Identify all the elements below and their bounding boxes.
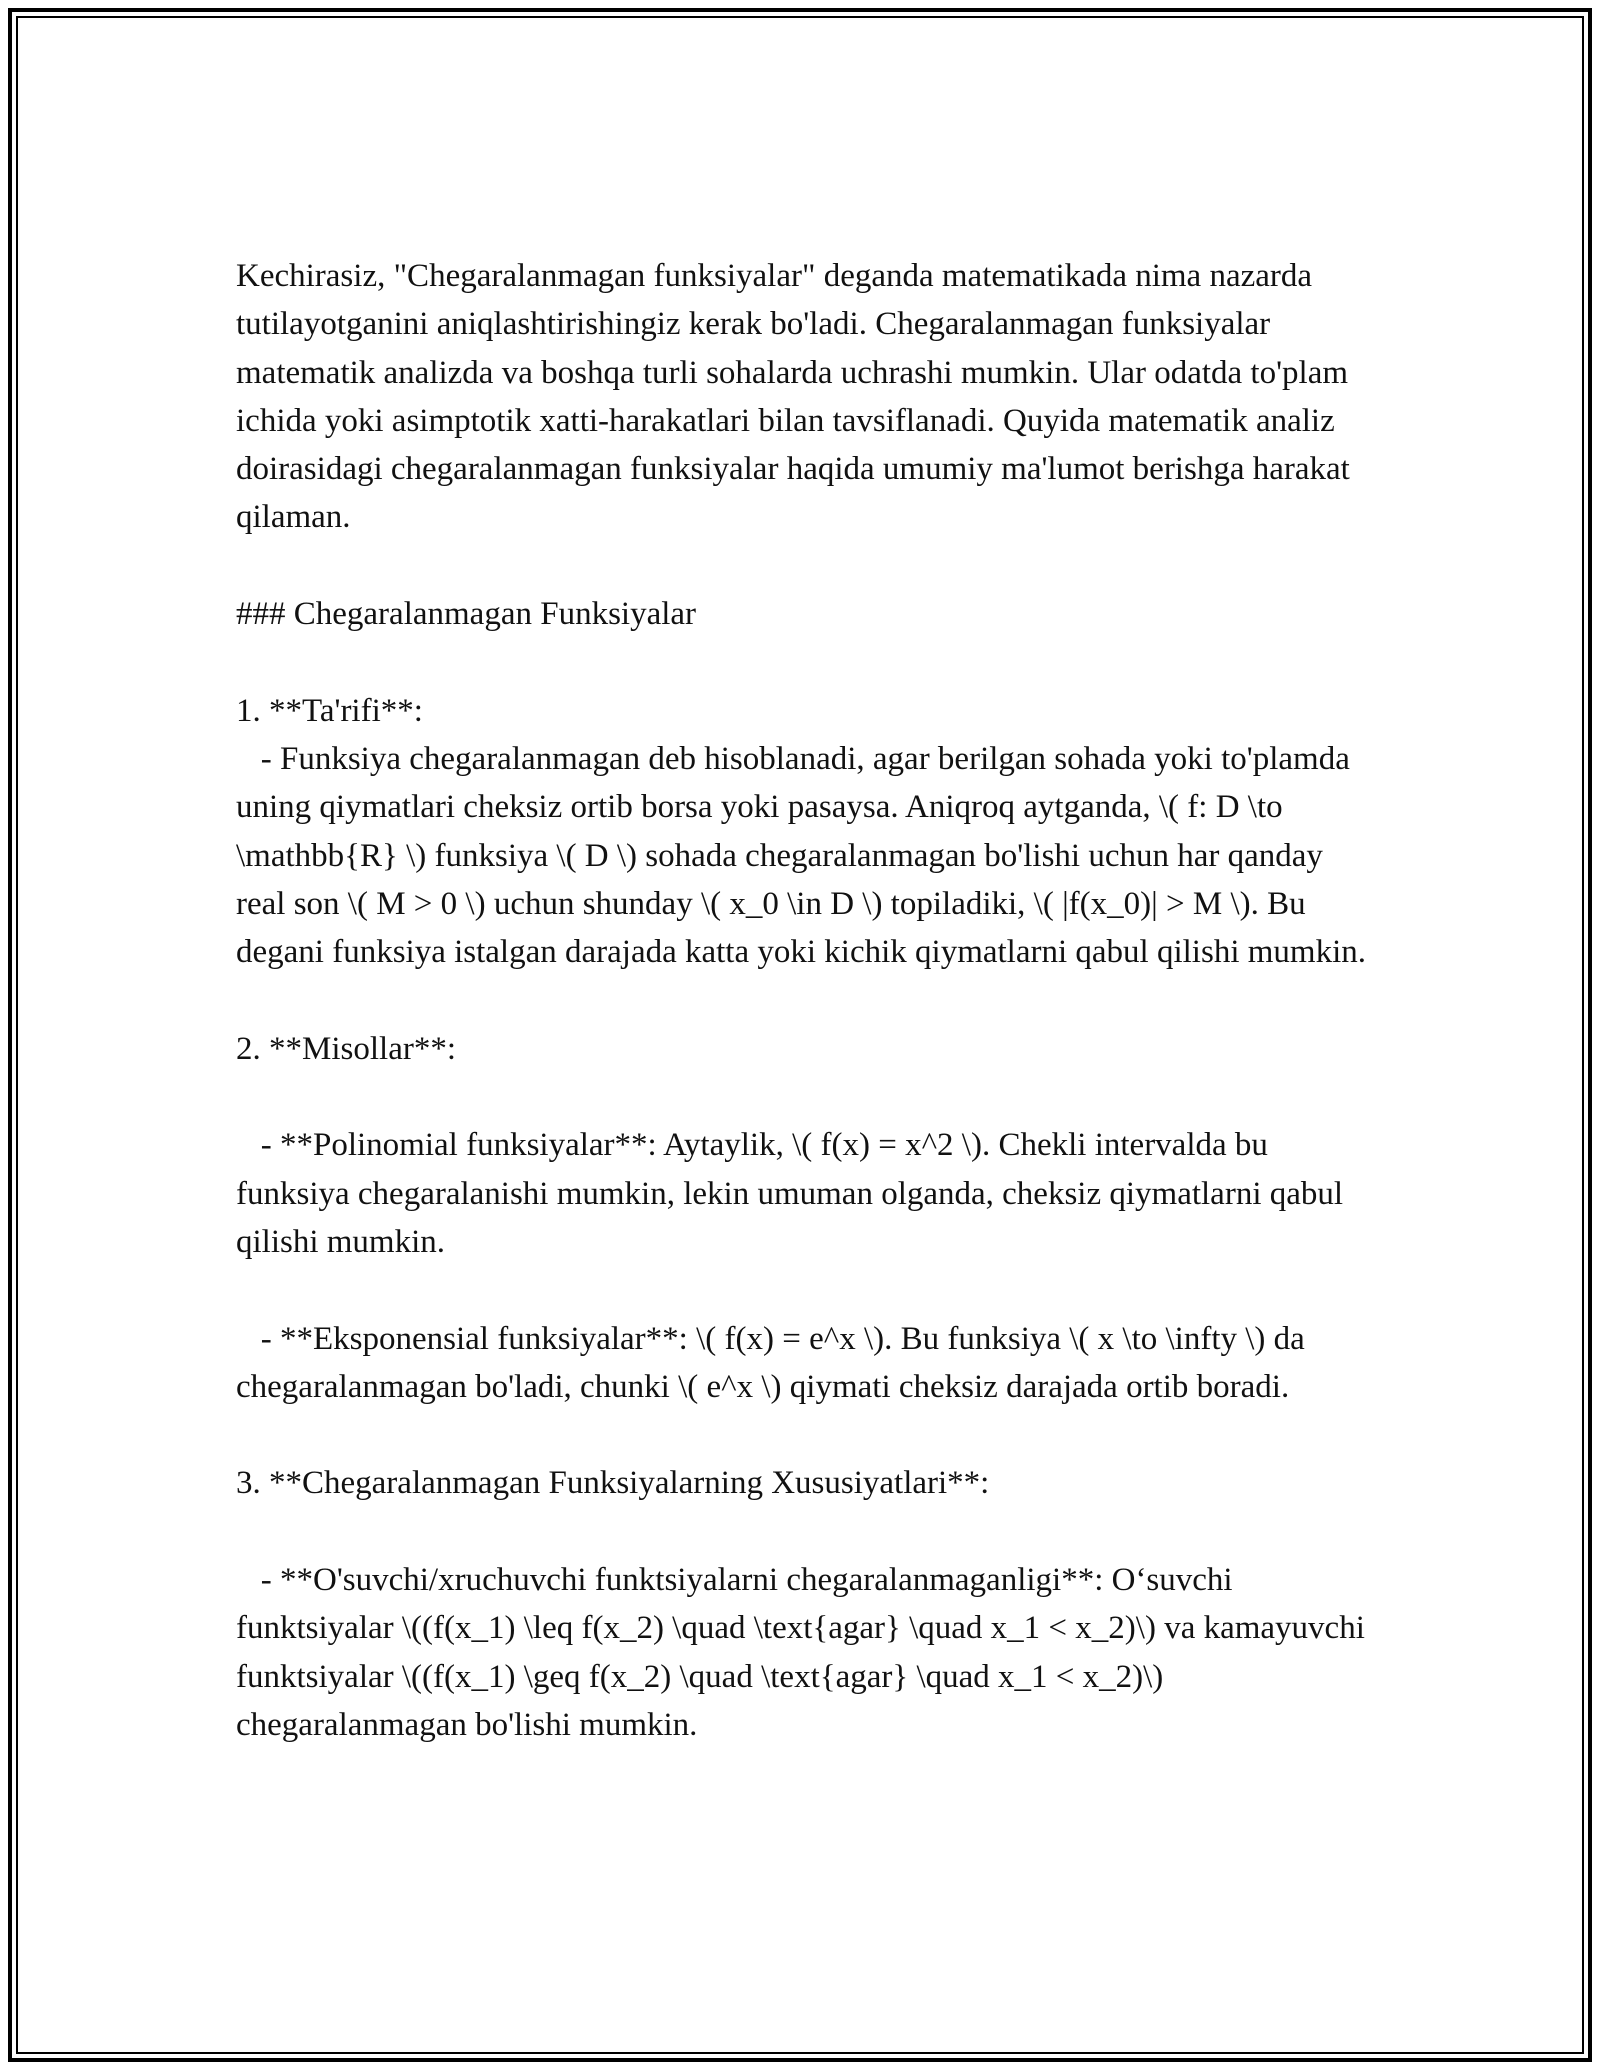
definition-item: 1. **Ta'rifi**: - Funksiya chegaralanmagan deb hisoblanadi, agar berilgan sohada yoki to'plamda uning qiymatlari cheksiz ortib borsa yoki pasaysa. Aniqroq aytganda, \( f: D \to \mathbb{R} \) funksiya \( D \) sohada chegaralanmagan bo'lishi uchun har qanday real son \( M > 0 \) uchun shunday \( x_0 \in D \) topiladiki, \( |f(x_0)| > M \). Bu degani funksiya istalgan darajada katta yoki kichik qiymatlarni qabul qilishi mumkin. (236, 692, 1366, 971)
document-body (236, 252, 1374, 1749)
example-polynomial: - **Polinomial funksiyalar**: Aytaylik, \( f(x) = x^2 \). Chekli intervalda bu funksiya chegaralanishi mumkin, lekin umuman olganda, cheksiz qiymatlarni qabul qilishi mumkin. (236, 1127, 1352, 1260)
section-heading: ### Chegaralanmagan Funksiyalar (236, 596, 697, 633)
intro-paragraph: Kechirasiz, "Chegaralanmagan funksiyalar" deganda matematikada nima nazarda tutilayotganini aniqlashtirishingiz kerak bo'ladi. Chegaralanmagan funksiyalar matematik analizda va boshqa turli sohalarda uchrashi mumkin. Ular odatda to'plam ichida yoki asimptotik xatti-harakatlari bilan tavsiflanadi. Quyida matematik analiz doirasidagi chegaralanmagan funksiyalar haqida umumiy ma'lumot berishga harakat qilaman. (236, 258, 1359, 536)
property-monotonic: - **O'suvchi/xruchuvchi funktsiyalarni chegaralanmaganligi**: O‘suvchi funktsiyalar \((f(x_1) \leq f(x_2) \quad \text{agar} \quad x_1 < x_2)\) va kamayuvchi funktsiyalar \((f(x_1) \geq f(x_2) \quad \text{agar} \quad x_1 < x_2)\) chegaralanmagan bo'lishi mumkin. (236, 1562, 1374, 1743)
properties-heading: 3. **Chegaralanmagan Funksiyalarning Xususiyatlari**: (236, 1465, 990, 1502)
example-exponential: - **Eksponensial funksiyalar**: \( f(x) = e^x \). Bu funksiya \( x \to \infty \) da chegaralanmagan bo'ladi, chunki \( e^x \) qiymati cheksiz darajada ortib boradi. (236, 1320, 1314, 1405)
examples-heading: 2. **Misollar**: (236, 1030, 456, 1067)
